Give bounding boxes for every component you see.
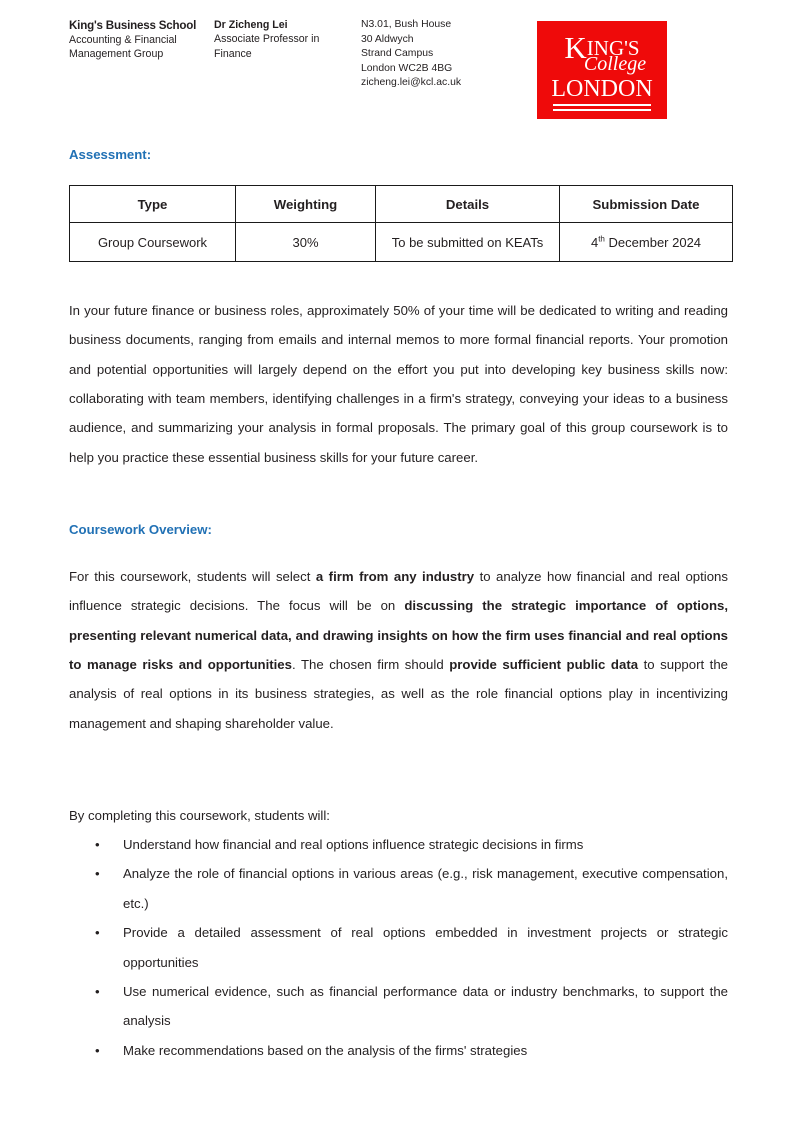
list-item-label: Make recommendations based on the analysis of the firms' strategies <box>123 1042 528 1058</box>
overview-text-segment: to analyze how financial and real options influence strategic decisions. The focus will be on <box>69 569 728 614</box>
email-address: zicheng.lei@kcl.ac.uk <box>361 77 462 89</box>
bullet-icon: • <box>95 866 100 882</box>
list-item <box>69 859 728 918</box>
date-ordinal-suffix: th <box>598 234 605 244</box>
overview-text-segment: to support the analysis of real options in its business strategies, as well as the role financial options play in incentivizing management and shaping shareholder value. <box>69 657 729 731</box>
heading-assessment: Assessment: <box>69 147 152 162</box>
column-header-submission-date: Submission Date <box>560 186 733 223</box>
address-line: 30 Aldwych <box>361 33 414 45</box>
person-role-line-2: Finance <box>214 47 252 60</box>
list-item <box>69 977 728 1036</box>
column-header-details: Details <box>376 186 560 223</box>
list-item <box>69 830 728 859</box>
bullet-icon: • <box>95 1042 100 1058</box>
list-item <box>69 1036 728 1065</box>
paragraph-coursework-overview <box>69 562 728 738</box>
paragraph-intro: In your future finance or business roles, approximately 50% of your time will be dedicated to writing and reading business documents, ranging from emails and internal memos to more formal financial reports. Your promotion and potential opportunities will largely depend on the effort you put into developing key business skills now: collaborating with team members, identifying challenges in a firm's strategy, conveying your ideas to a business audience, and summarizing your analysis in formal proposals. The primary goal of this group coursework is to help you practice these essential business skills for your future career. <box>69 303 728 465</box>
table-row <box>70 223 733 262</box>
cell-weighting: 30% <box>236 223 376 262</box>
kings-college-london-logo <box>537 21 667 119</box>
list-item-label: Provide a detailed assessment of real options embedded in investment projects or strategic opportunities <box>123 925 728 970</box>
overview-text-segment: For this coursework, students will select <box>69 569 316 585</box>
school-name: King's Business School <box>69 19 197 32</box>
person-role-line-1: Associate Professor in <box>214 33 320 46</box>
list-item <box>69 918 728 977</box>
letterhead-person-block <box>214 18 354 61</box>
address-line: London WC2B 4BG <box>361 62 453 74</box>
learning-outcomes-list <box>69 830 728 1065</box>
assessment-table <box>69 185 733 262</box>
overview-bold-public-data: provide sufficient public data <box>449 657 639 673</box>
bullet-icon: • <box>95 837 100 852</box>
logo-rule-bottom <box>553 109 651 111</box>
logo-london-word: LONDON <box>551 76 653 102</box>
logo-college-word: College <box>583 53 647 75</box>
logo-inner <box>537 21 667 119</box>
school-subtitle-line-2: Management Group <box>69 48 164 61</box>
list-item-label: Analyze the role of financial options in various areas (e.g., risk management, executive compensation, etc.) <box>123 866 728 911</box>
list-item-label: Use numerical evidence, such as financial performance data or industry benchmarks, to support the analysis <box>123 984 728 1029</box>
table-header-row <box>70 186 733 223</box>
bullet-icon: • <box>95 984 100 1000</box>
list-item-label: Understand how financial and real options influence strategic decisions in firms <box>123 837 584 852</box>
cell-submission-date <box>560 223 733 262</box>
paragraph-outcomes-intro: By completing this coursework, students will: <box>69 808 330 824</box>
logo-rules <box>553 104 651 114</box>
bullet-icon: • <box>95 925 100 941</box>
cell-details: To be submitted on KEATs <box>376 223 560 262</box>
letterhead-school-block <box>69 18 209 62</box>
person-name: Dr Zicheng Lei <box>214 19 288 31</box>
column-header-weighting: Weighting <box>236 186 376 223</box>
logo-letter-k: K <box>564 30 587 65</box>
letterhead-address-block <box>361 18 521 91</box>
address-line: N3.01, Bush House <box>361 19 452 30</box>
overview-bold-focus: discussing the strategic importance of options, presenting relevant numerical data, and drawing insights on how the firm uses financial and real options to manage risks and opportunities <box>69 598 728 673</box>
cell-type: Group Coursework <box>70 223 236 262</box>
column-header-type: Type <box>70 186 236 223</box>
logo-ings: ING'S <box>586 36 640 60</box>
date-month-year: December 2024 <box>608 234 702 250</box>
overview-text-segment: . The chosen firm should <box>291 657 450 673</box>
address-line: Strand Campus <box>361 48 434 60</box>
overview-bold-firm-industry: a firm from any industry <box>315 569 475 585</box>
heading-coursework-overview: Coursework Overview: <box>69 522 212 537</box>
date-day: 4 <box>590 234 599 250</box>
school-subtitle-line-1: Accounting & Financial <box>69 34 177 46</box>
logo-rule-top <box>553 104 651 106</box>
